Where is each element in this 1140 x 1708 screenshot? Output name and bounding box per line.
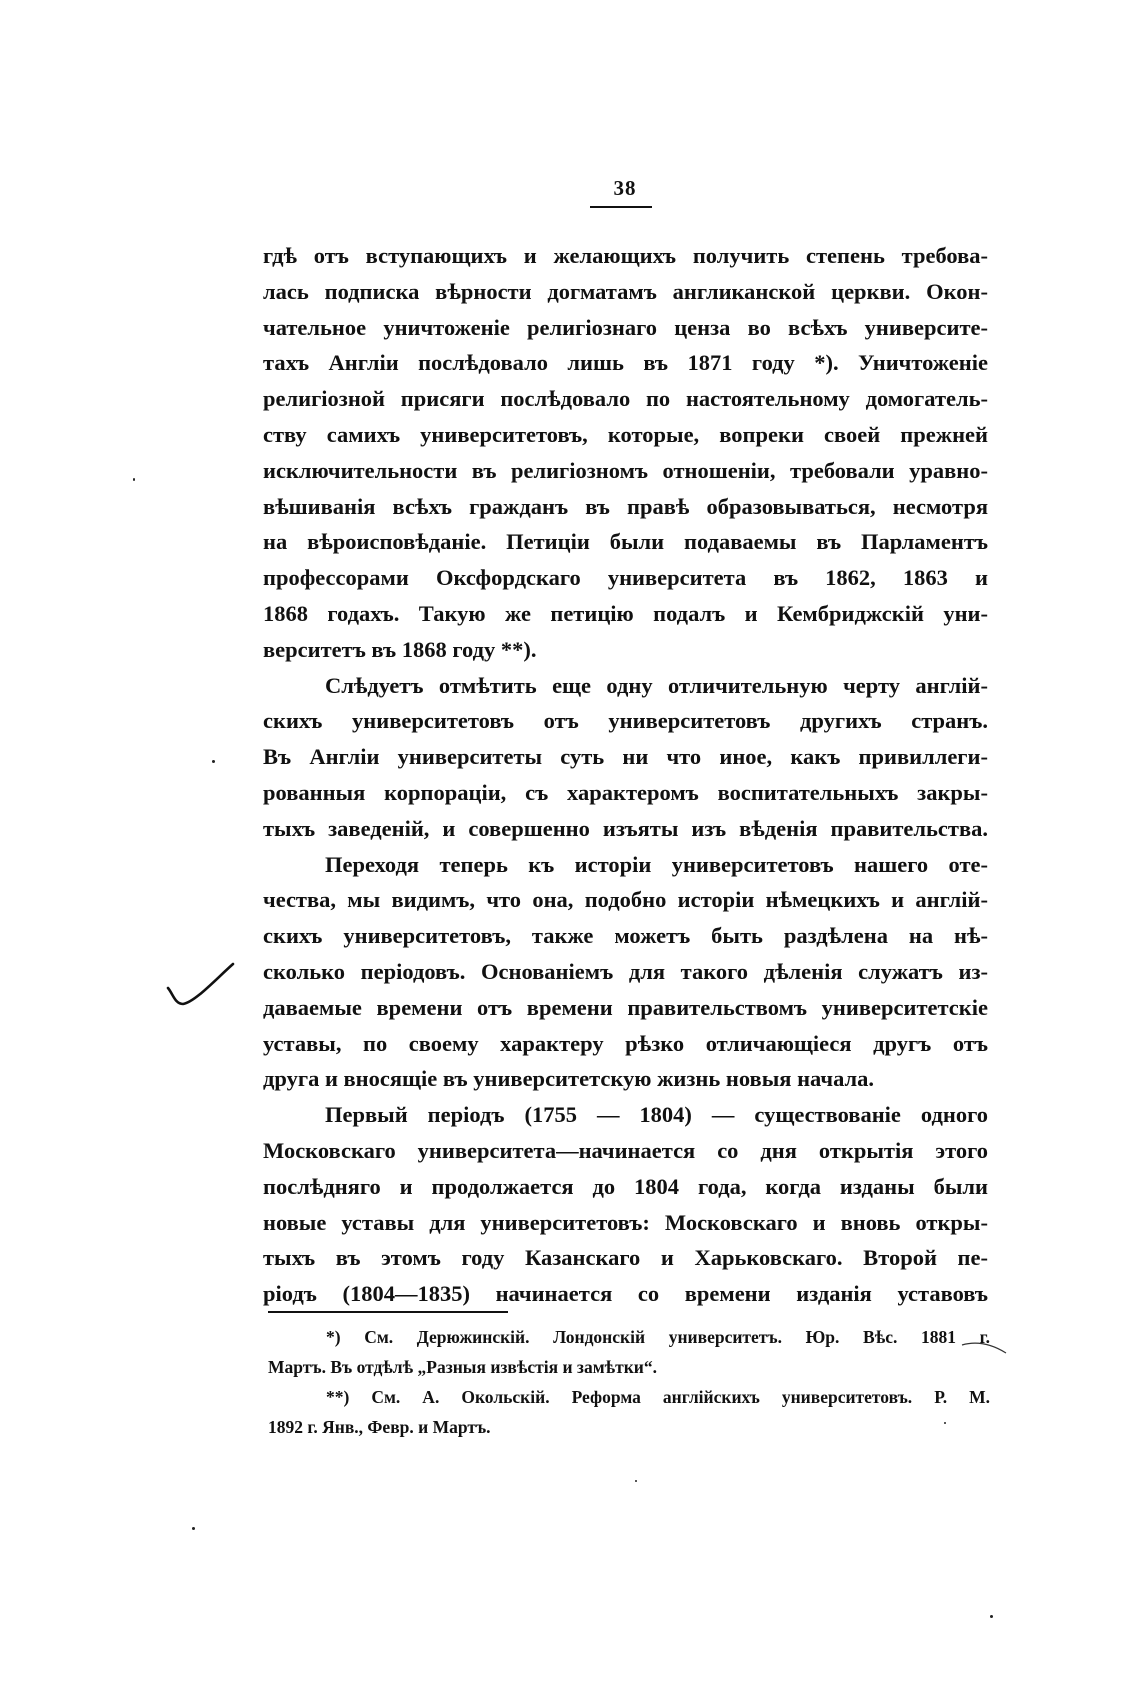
footnote-line: Мартъ. Въ отдѣлѣ „Разныя извѣстія и замѣтки“. — [268, 1357, 657, 1377]
page-number-rule — [590, 206, 652, 208]
text-line: Слѣдуетъ отмѣтить еще одну отличительную черту англій- — [325, 672, 988, 698]
text-line: Въ Англіи университеты суть ни что иное, какъ привиллеги- — [263, 744, 988, 770]
speck — [635, 1480, 637, 1482]
text-line: чательное уничтоженіе религіознаго ценза во всѣхъ университе- — [263, 314, 988, 340]
text-line: тыхъ заведеній, и совершенно изъяты изъ вѣденія правительства. — [263, 815, 988, 841]
footnote-rule — [268, 1311, 508, 1313]
text-line: скихъ университетовъ, также можетъ быть раздѣлена на нѣ- — [263, 923, 988, 949]
text-line: сколько періодовъ. Основаніемъ для такого дѣленія служатъ из- — [263, 958, 988, 984]
text-line: гдѣ отъ вступающихъ и желающихъ получить степень требова- — [263, 243, 988, 268]
text-line: ству самихъ университетовъ, которые, вопреки своей прежней — [263, 421, 988, 447]
text-line: религіозной присяги послѣдовало по настоятельному домогатель- — [263, 386, 988, 412]
footnotes — [268, 1322, 990, 1442]
pencil-mark-icon — [960, 1335, 1010, 1357]
text-line: профессорами Оксфордскаго университета въ 1862, 1863 и — [263, 565, 988, 591]
speck — [192, 1527, 195, 1530]
text-line: уставы, по своему характеру рѣзко отличающіеся другъ отъ — [263, 1030, 988, 1056]
text-line: даваемые времени отъ времени правительствомъ университетскіе — [263, 994, 988, 1020]
text-line: верситетъ въ 1868 году **). — [263, 636, 537, 662]
body-text — [263, 238, 988, 1312]
text-line: Московскаго университета—начинается со дня открытія этого — [263, 1137, 988, 1163]
text-line: послѣдняго и продолжается до 1804 года, когда изданы были — [263, 1173, 988, 1199]
speck — [944, 1422, 946, 1424]
text-line: ріодъ (1804—1835) начинается со времени изданія уставовъ — [263, 1281, 988, 1307]
text-line: друга и вносящіе въ университетскую жизнь новыя начала. — [263, 1066, 875, 1092]
text-line: тахъ Англіи послѣдовало лишь въ 1871 году *). Уничтоженіе — [263, 350, 988, 376]
page-number: 38 — [613, 176, 637, 200]
text-line: скихъ университетовъ отъ университетовъ другихъ странъ. — [263, 708, 988, 734]
footnote-line: **) См. А. Окольскій. Реформа англійскихъ университетовъ. Р. М. — [326, 1387, 990, 1407]
text-line: лась подписка вѣрности догматамъ англиканской церкви. Окон- — [263, 278, 988, 304]
handwritten-checkmark-icon — [165, 960, 237, 1010]
text-line: 1868 годахъ. Такую же петицію подалъ и Кембриджскій уни- — [263, 600, 988, 626]
speck — [133, 478, 135, 481]
text-line: чества, мы видимъ, что она, подобно исторіи нѣмецкихъ и англій- — [263, 887, 988, 913]
text-line: Переходя теперь къ исторіи университетовъ нашего оте- — [325, 851, 988, 877]
text-line: вѣшиванія всѣхъ гражданъ въ правѣ образовываться, несмотря — [263, 493, 988, 519]
text-line: рованныя корпораціи, съ характеромъ воспитательныхъ закры- — [263, 779, 988, 805]
text-line: исключительности въ религіозномъ отношеніи, требовали уравно- — [263, 457, 988, 483]
speck — [212, 760, 215, 763]
footnote-line: *) См. Дерюжинскій. Лондонскій университетъ. Юр. Вѣс. 1881 г. — [326, 1327, 990, 1347]
text-line: Первый періодъ (1755 — 1804) — существованіе одного — [325, 1102, 988, 1128]
text-line: новые уставы для университетовъ: Московскаго и вновь откры- — [263, 1209, 988, 1235]
text-line: тыхъ въ этомъ году Казанскаго и Харьковскаго. Второй пе- — [263, 1245, 988, 1271]
text-line: на вѣроисповѣданіе. Петиціи были подаваемы въ Парламентъ — [263, 529, 988, 555]
speck — [990, 1615, 993, 1618]
footnote-line: 1892 г. Янв., Февр. и Мартъ. — [268, 1417, 491, 1437]
